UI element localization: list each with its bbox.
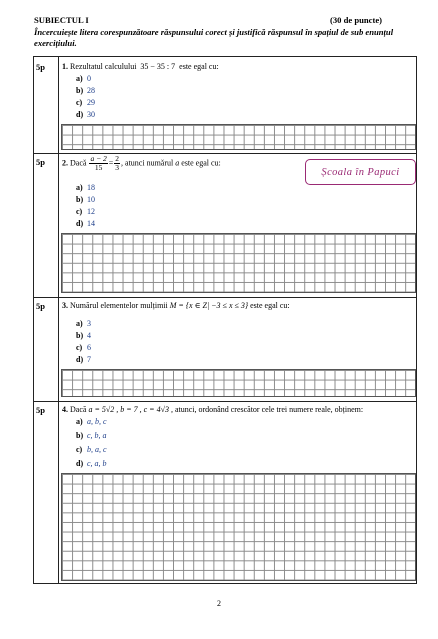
option-value: 30 (87, 110, 95, 119)
q3-option-c[interactable] (76, 343, 91, 352)
option-value: a, b, c (87, 417, 107, 426)
option-letter: d) (76, 219, 84, 228)
subject-points: (30 de puncte) (330, 15, 383, 25)
q1-option-c[interactable] (76, 98, 95, 107)
q4-option-b[interactable] (76, 431, 107, 440)
option-letter: a) (76, 74, 83, 83)
row-divider (34, 297, 416, 298)
option-value: 29 (87, 98, 95, 107)
option-letter: b) (76, 331, 84, 340)
question-number: 4. (62, 405, 68, 414)
exercise-table (33, 56, 417, 584)
q1-text-before: Rezultatul calculului (70, 62, 137, 71)
q4-answer-grid[interactable] (61, 473, 416, 581)
option-value: c, b, a (87, 431, 107, 440)
option-value: 12 (87, 207, 95, 216)
option-value: 10 (87, 195, 95, 204)
q3-text-before: Numărul elementelor mulțimii (70, 301, 168, 310)
q1-expression: 35 − 35 : 7 (140, 62, 176, 71)
points-q3: 5p (36, 301, 45, 311)
option-letter: b) (76, 195, 84, 204)
option-letter: c) (76, 207, 83, 216)
question-4-text (62, 405, 363, 414)
q3-option-b[interactable] (76, 331, 91, 340)
q2-text-end: este egal cu: (181, 158, 221, 168)
q4-text-after: atunci, ordonând crescător cele trei numere reale, obținem: (174, 405, 364, 414)
option-value: b, a, c (87, 445, 107, 454)
option-value: 0 (87, 74, 91, 83)
q1-option-b[interactable] (76, 86, 95, 95)
q4-option-a[interactable] (76, 417, 107, 426)
instruction-line-2: exercițiului. (34, 38, 77, 48)
points-q2: 5p (36, 157, 45, 167)
option-letter: a) (76, 183, 83, 192)
fraction-numerator: 2 (115, 154, 120, 163)
option-value: 14 (87, 219, 95, 228)
option-value: 18 (87, 183, 95, 192)
fraction-denominator: 15 (94, 163, 103, 172)
q3-option-d[interactable] (76, 355, 91, 364)
q2-fraction-left (89, 155, 107, 172)
subject-title: SUBIECTUL I (34, 15, 89, 25)
q4-text-before: Dacă (70, 405, 87, 414)
q2-fraction-right (114, 155, 120, 172)
option-value: 6 (87, 343, 91, 352)
q3-set-definition: M = {x ∈ Z| −3 ≤ x ≤ 3} (169, 301, 249, 310)
option-letter: d) (76, 110, 84, 119)
option-letter: c) (76, 343, 83, 352)
q2-option-b[interactable] (76, 195, 95, 204)
equals-sign: = (108, 158, 114, 168)
page-number: 2 (217, 599, 221, 608)
row-divider (34, 401, 416, 402)
q3-text-after: este egal cu: (250, 301, 290, 310)
question-3-text (62, 301, 290, 310)
question-number: 2. (62, 158, 68, 168)
option-letter: b) (76, 431, 84, 440)
q4-option-c[interactable] (76, 445, 107, 454)
points-q4: 5p (36, 405, 45, 415)
option-value: 3 (87, 319, 91, 328)
points-q1: 5p (36, 62, 45, 72)
q2-answer-grid[interactable] (61, 233, 416, 293)
q2-variable: a (175, 158, 180, 168)
option-value: 4 (87, 331, 91, 340)
option-letter: a) (76, 417, 83, 426)
points-column-divider (58, 57, 59, 583)
q1-text-after: este egal cu: (179, 62, 219, 71)
fraction-numerator: a − 2 (90, 154, 107, 163)
option-value: c, a, b (87, 459, 107, 468)
q3-option-a[interactable] (76, 319, 91, 328)
instruction-line-1: Încercuiește litera corespunzătoare răspunsului corect și justifică răspunsul în spațiul de sub enunțul (34, 27, 394, 37)
option-letter: c) (76, 98, 83, 107)
option-value: 7 (87, 355, 91, 364)
q1-option-a[interactable] (76, 74, 91, 83)
option-letter: d) (76, 355, 84, 364)
q4-definitions: a = 5√2 , b = 7 , c = 4√3 , (88, 405, 173, 414)
question-number: 1. (62, 62, 68, 71)
fraction-denominator: 3 (115, 163, 120, 172)
q3-answer-grid[interactable] (61, 369, 416, 397)
q2-option-d[interactable] (76, 219, 95, 228)
option-letter: a) (76, 319, 83, 328)
question-2-text (62, 155, 221, 172)
option-letter: c) (76, 445, 83, 454)
option-letter: b) (76, 86, 84, 95)
option-letter: d) (76, 459, 84, 468)
q2-text-before: Dacă (70, 158, 87, 168)
q2-option-c[interactable] (76, 207, 95, 216)
q1-answer-grid[interactable] (61, 124, 416, 150)
scoala-in-papuci-logo: Școala în Papuci (305, 159, 416, 185)
q4-option-d[interactable] (76, 459, 107, 468)
q1-option-d[interactable] (76, 110, 95, 119)
option-value: 28 (87, 86, 95, 95)
question-1-text (62, 62, 219, 71)
q2-text-after: , atunci numărul (121, 158, 174, 168)
question-number: 3. (62, 301, 68, 310)
q2-option-a[interactable] (76, 183, 95, 192)
